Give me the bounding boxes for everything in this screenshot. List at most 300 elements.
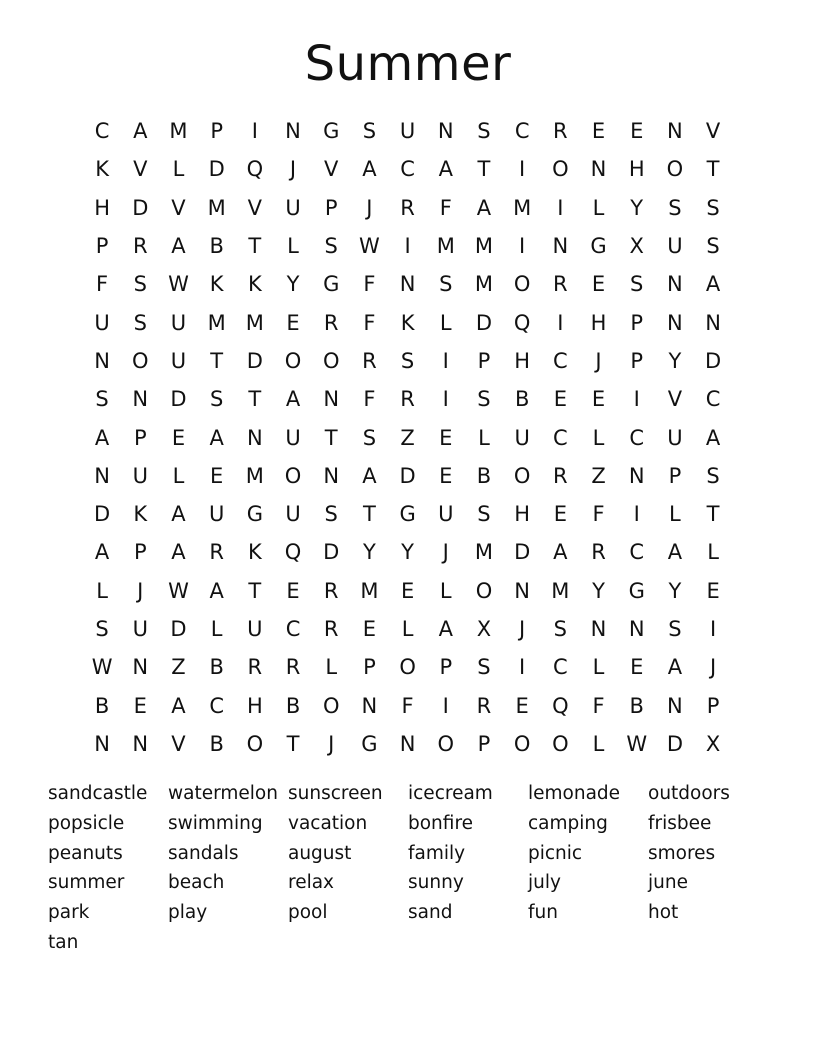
grid-letter: Y — [401, 540, 414, 565]
grid-letter: T — [248, 387, 262, 412]
grid-letter: V — [324, 157, 339, 182]
grid-letter: F — [592, 502, 605, 527]
grid-letter: N — [132, 731, 149, 756]
grid-letter: L — [478, 425, 490, 450]
grid-letter: C — [553, 655, 568, 680]
grid-letter: R — [209, 540, 224, 565]
grid-letter: Z — [171, 655, 186, 680]
grid-letter: A — [94, 540, 110, 565]
grid-letter: E — [591, 119, 606, 144]
grid-letter: S — [400, 348, 415, 373]
grid-letter: I — [633, 387, 640, 412]
grid-letter: O — [284, 463, 302, 488]
grid-letter: S — [706, 234, 720, 259]
grid-letter: T — [706, 502, 720, 527]
grid-letter: I — [404, 234, 411, 259]
grid-letter: U — [667, 234, 683, 259]
grid-letter: E — [210, 463, 224, 488]
grid-letter: M — [207, 195, 226, 220]
word-list-item: vacation — [288, 812, 368, 834]
grid-letter: I — [519, 234, 526, 259]
word-list-item: sandcastle — [48, 783, 148, 804]
grid-letter: J — [137, 578, 144, 603]
grid-letter: A — [94, 425, 110, 450]
grid-letter: C — [209, 693, 224, 718]
grid-letter: U — [132, 463, 148, 488]
grid-letter: N — [590, 617, 607, 641]
grid-letter: N — [94, 348, 110, 373]
word-list-item: sandals — [168, 842, 239, 864]
word-list-item: swimming — [168, 812, 263, 834]
grid-letter: R — [323, 617, 339, 641]
grid-letter: O — [666, 157, 684, 182]
grid-letter: R — [591, 540, 606, 565]
grid-letter: I — [557, 310, 564, 335]
grid-letter: G — [246, 502, 263, 527]
grid-letter: U — [285, 425, 301, 450]
word-list — [48, 779, 768, 958]
grid-letter: M — [245, 310, 264, 335]
grid-letter: T — [362, 502, 376, 527]
grid-letter: E — [171, 425, 186, 450]
grid-letter: H — [514, 348, 531, 373]
grid-letter: A — [171, 234, 186, 259]
grid-letter: L — [172, 157, 185, 182]
grid-letter: N — [399, 731, 416, 756]
grid-letter: B — [629, 693, 644, 718]
grid-letter: N — [590, 157, 607, 182]
grid-letter: G — [399, 502, 416, 527]
word-list-item: sand — [408, 902, 453, 924]
grid-letter: T — [324, 425, 338, 450]
grid-letter: S — [133, 272, 147, 297]
page-title: Summer — [304, 36, 512, 92]
word-list-item: fun — [528, 902, 558, 924]
grid-letter: L — [669, 502, 681, 527]
grid-letter: H — [628, 157, 645, 182]
grid-letter: O — [322, 348, 340, 373]
grid-letter: H — [246, 693, 263, 718]
grid-letter: C — [705, 387, 721, 412]
grid-letter: S — [362, 119, 377, 144]
grid-letter: E — [591, 272, 606, 297]
grid-letter: D — [399, 463, 416, 488]
grid-letter: R — [285, 655, 301, 680]
grid-letter: B — [514, 387, 530, 412]
grid-letter: A — [667, 540, 683, 565]
grid-letter: B — [285, 693, 301, 718]
grid-letter: I — [519, 157, 526, 182]
grid-letter: A — [209, 578, 224, 603]
grid-letter: D — [323, 540, 340, 565]
grid-letter: I — [633, 502, 640, 527]
grid-letter: L — [172, 463, 185, 488]
word-list-item: relax — [288, 872, 335, 894]
grid-letter: R — [362, 348, 377, 373]
grid-letter: G — [323, 119, 340, 144]
grid-letter: P — [210, 119, 223, 144]
grid-letter: F — [363, 272, 376, 297]
word-list-item: popsicle — [48, 812, 125, 834]
grid-letter: X — [705, 731, 721, 756]
grid-letter: N — [94, 463, 110, 488]
grid-letter: W — [626, 731, 648, 756]
grid-letter: R — [476, 693, 492, 718]
grid-letter: Z — [400, 425, 415, 450]
grid-letter: E — [515, 693, 529, 718]
grid-letter: S — [324, 502, 338, 527]
grid-letter: M — [169, 119, 188, 144]
grid-letter: N — [246, 425, 263, 450]
grid-letter: P — [133, 540, 147, 565]
word-list-item: watermelon — [168, 783, 278, 804]
grid-letter: R — [400, 387, 415, 412]
grid-letter: U — [667, 425, 683, 450]
grid-letter: V — [247, 195, 263, 220]
grid-letter: C — [94, 119, 110, 144]
grid-letter: K — [247, 272, 262, 297]
word-list-item: picnic — [528, 842, 583, 864]
word-list-item: tan — [48, 931, 79, 953]
grid-letter: E — [630, 655, 644, 680]
grid-letter: L — [401, 617, 414, 641]
grid-letter: T — [248, 234, 262, 259]
grid-letter: F — [363, 310, 376, 335]
grid-letter: N — [628, 617, 645, 641]
word-list-item: family — [408, 842, 466, 864]
word-list-item: icecream — [408, 783, 493, 804]
grid-letter: N — [628, 463, 645, 488]
grid-letter: R — [553, 463, 568, 488]
grid-letter: Y — [286, 272, 300, 297]
grid-letter: Q — [246, 157, 264, 182]
word-list-item: beach — [168, 872, 225, 894]
grid-letter: Q — [513, 310, 531, 335]
grid-letter: D — [132, 195, 149, 220]
grid-letter: V — [171, 195, 186, 220]
word-list-item: summer — [48, 872, 125, 894]
grid-letter: I — [709, 617, 717, 641]
grid-letter: K — [400, 310, 415, 335]
grid-letter: N — [323, 463, 340, 488]
grid-letter: C — [553, 348, 568, 373]
grid-letter: B — [209, 731, 224, 756]
word-list-item: sunscreen — [288, 783, 383, 804]
grid-letter: V — [171, 731, 186, 756]
grid-letter: J — [366, 195, 373, 220]
grid-letter: E — [630, 119, 644, 144]
grid-letter: U — [438, 502, 454, 527]
grid-letter: N — [705, 310, 721, 335]
grid-letter: E — [591, 387, 606, 412]
grid-letter: L — [439, 310, 452, 335]
grid-letter: S — [477, 119, 491, 144]
grid-letter: E — [706, 578, 720, 603]
grid-letter: O — [132, 348, 149, 373]
grid-letter: O — [475, 578, 493, 603]
grid-letter: O — [437, 731, 455, 756]
grid-letter: E — [553, 387, 567, 412]
grid-letter: L — [592, 195, 605, 220]
grid-letter: L — [592, 425, 605, 450]
grid-letter: U — [132, 617, 148, 641]
grid-letter: E — [400, 578, 415, 603]
grid-letter: L — [707, 540, 719, 565]
grid-letter: L — [96, 578, 108, 603]
grid-letter: S — [362, 425, 377, 450]
grid-letter: N — [285, 119, 301, 144]
grid-letter: E — [439, 463, 453, 488]
grid-letter: O — [513, 272, 531, 297]
grid-letter: V — [705, 119, 721, 144]
grid-letter: E — [362, 617, 377, 641]
grid-letter: G — [590, 234, 607, 259]
grid-letter: A — [362, 463, 377, 488]
word-list-item: june — [648, 872, 688, 894]
grid-letter: U — [514, 425, 530, 450]
grid-letter: N — [552, 234, 569, 259]
grid-letter: Y — [630, 195, 644, 220]
grid-letter: P — [630, 310, 644, 335]
grid-letter: Y — [592, 578, 605, 603]
grid-letter: O — [284, 348, 302, 373]
word-list-item: outdoors — [648, 783, 730, 804]
grid-letter: E — [133, 693, 147, 718]
grid-letter: S — [668, 617, 682, 641]
grid-letter: U — [170, 348, 187, 373]
grid-letter: M — [513, 195, 532, 220]
grid-letter: M — [474, 272, 494, 297]
grid-letter: L — [592, 655, 605, 680]
grid-letter: D — [514, 540, 531, 565]
grid-letter: S — [477, 502, 491, 527]
word-list-item: peanuts — [48, 842, 123, 864]
grid-letter: B — [94, 693, 110, 718]
grid-letter: F — [363, 387, 376, 412]
grid-letter: M — [474, 540, 494, 565]
grid-letter: G — [361, 731, 378, 756]
grid-letter: S — [477, 655, 491, 680]
word-list-item: hot — [648, 902, 679, 924]
grid-letter: K — [209, 272, 224, 297]
grid-letter: B — [476, 463, 492, 488]
grid-letter: O — [513, 731, 531, 756]
grid-letter: D — [170, 387, 187, 412]
grid-letter: S — [209, 387, 224, 412]
grid-letter: P — [133, 425, 147, 450]
grid-letter: P — [439, 655, 453, 680]
word-list-item: park — [48, 902, 90, 924]
grid-letter: O — [513, 463, 531, 488]
grid-letter: S — [706, 195, 720, 220]
grid-letter: M — [436, 234, 455, 259]
grid-letter: F — [96, 272, 109, 297]
grid-letter: A — [209, 425, 224, 450]
grid-letter: B — [209, 655, 224, 680]
grid-letter: N — [437, 119, 454, 144]
grid-letter: N — [132, 655, 149, 680]
grid-letter: W — [91, 655, 113, 680]
grid-letter: S — [706, 463, 720, 488]
grid-letter: I — [442, 348, 449, 373]
word-list-item: sunny — [408, 872, 464, 894]
grid-letter: R — [553, 272, 568, 297]
grid-letter: D — [208, 157, 225, 182]
grid-letter: U — [247, 617, 263, 641]
grid-letter: P — [477, 348, 491, 373]
letter-grid — [83, 112, 732, 763]
grid-letter: S — [477, 387, 491, 412]
grid-letter: R — [323, 310, 339, 335]
grid-letter: S — [439, 272, 453, 297]
grid-letter: W — [168, 272, 189, 297]
grid-letter: U — [285, 195, 301, 220]
grid-letter: U — [170, 310, 187, 335]
grid-letter: E — [286, 578, 300, 603]
grid-letter: F — [592, 693, 605, 718]
grid-letter: M — [207, 310, 226, 335]
grid-letter: M — [245, 463, 264, 488]
grid-letter: W — [168, 578, 189, 603]
grid-letter: A — [171, 693, 186, 718]
grid-letter: S — [95, 387, 109, 412]
grid-letter: N — [94, 731, 110, 756]
grid-letter: P — [706, 693, 720, 718]
grid-letter: X — [629, 234, 644, 259]
grid-letter: W — [359, 234, 380, 259]
grid-letter: E — [286, 310, 300, 335]
grid-letter: A — [438, 157, 453, 182]
grid-letter: P — [363, 655, 376, 680]
grid-letter: I — [251, 119, 258, 144]
grid-letter: E — [553, 502, 567, 527]
grid-letter: C — [400, 157, 415, 182]
grid-letter: Y — [362, 540, 376, 565]
grid-letter: P — [630, 348, 644, 373]
grid-letter: A — [705, 425, 721, 450]
grid-letter: A — [705, 272, 721, 297]
grid-letter: T — [286, 731, 300, 756]
grid-letter: P — [477, 731, 491, 756]
grid-letter: L — [592, 731, 605, 756]
grid-letter: D — [94, 502, 111, 527]
grid-letter: O — [552, 731, 569, 756]
grid-letter: S — [630, 272, 644, 297]
grid-letter: A — [476, 195, 492, 220]
word-list-item: lemonade — [528, 783, 621, 804]
grid-letter: D — [475, 310, 493, 335]
grid-letter: A — [171, 502, 186, 527]
grid-letter: S — [324, 234, 338, 259]
grid-letter: O — [246, 731, 264, 756]
grid-letter: Q — [552, 693, 569, 718]
grid-letter: I — [557, 195, 564, 220]
grid-letter: K — [247, 540, 262, 565]
grid-letter: O — [399, 655, 416, 680]
grid-letter: A — [285, 387, 301, 412]
grid-letter: G — [323, 272, 340, 297]
grid-letter: H — [94, 195, 110, 220]
grid-letter: M — [551, 578, 570, 603]
grid-letter: L — [210, 617, 223, 641]
grid-letter: J — [709, 655, 717, 680]
grid-letter: P — [95, 234, 109, 259]
word-list-item: pool — [288, 902, 328, 924]
word-list-item: august — [288, 842, 352, 864]
word-list-item: smores — [648, 842, 716, 864]
grid-letter: J — [595, 348, 602, 373]
grid-letter: D — [246, 348, 263, 373]
grid-letter: N — [399, 272, 416, 297]
grid-letter: U — [94, 310, 110, 335]
grid-letter: A — [667, 655, 683, 680]
grid-letter: N — [132, 387, 149, 412]
grid-letter: S — [95, 617, 109, 641]
grid-letter: Z — [591, 463, 606, 488]
grid-letter: J — [328, 731, 335, 756]
grid-letter: A — [362, 157, 377, 182]
grid-letter: C — [514, 119, 530, 144]
grid-letter: H — [590, 310, 607, 335]
grid-letter: F — [439, 195, 452, 220]
grid-letter: B — [209, 234, 224, 259]
grid-letter: T — [706, 157, 720, 182]
grid-letter: Y — [668, 578, 682, 603]
grid-letter: V — [133, 157, 148, 182]
grid-letter: R — [400, 195, 415, 220]
grid-letter: F — [401, 693, 414, 718]
word-list-item: july — [528, 872, 561, 894]
grid-letter: N — [667, 310, 683, 335]
grid-letter: R — [247, 655, 263, 680]
grid-letter: V — [667, 387, 683, 412]
grid-letter: U — [285, 502, 301, 527]
grid-letter: O — [322, 693, 340, 718]
grid-letter: L — [325, 655, 338, 680]
grid-letter: Y — [668, 348, 682, 373]
word-list-item: play — [168, 902, 208, 924]
word-list-item: camping — [528, 812, 608, 834]
grid-letter: T — [477, 157, 491, 182]
grid-letter: N — [361, 693, 378, 718]
grid-letter: P — [668, 463, 682, 488]
grid-letter: R — [323, 578, 339, 603]
grid-letter: R — [132, 234, 148, 259]
grid-letter: J — [519, 617, 526, 641]
grid-letter: C — [285, 617, 301, 641]
grid-letter: L — [287, 234, 299, 259]
grid-letter: K — [95, 157, 109, 182]
grid-letter: A — [133, 119, 148, 144]
grid-letter: U — [208, 502, 225, 527]
grid-letter: P — [324, 195, 338, 220]
grid-letter: A — [438, 617, 453, 641]
grid-letter: M — [474, 234, 494, 259]
grid-letter: E — [439, 425, 453, 450]
grid-letter: S — [668, 195, 682, 220]
grid-letter: K — [133, 502, 148, 527]
grid-letter: G — [628, 578, 645, 603]
grid-letter: I — [442, 693, 449, 718]
grid-letter: C — [629, 425, 645, 450]
grid-letter: D — [705, 348, 722, 373]
grid-letter: H — [514, 502, 531, 527]
grid-letter: S — [553, 617, 568, 641]
grid-letter: I — [519, 655, 526, 680]
grid-letter: T — [248, 578, 262, 603]
grid-letter: I — [442, 387, 449, 412]
word-list-item: frisbee — [648, 812, 712, 834]
